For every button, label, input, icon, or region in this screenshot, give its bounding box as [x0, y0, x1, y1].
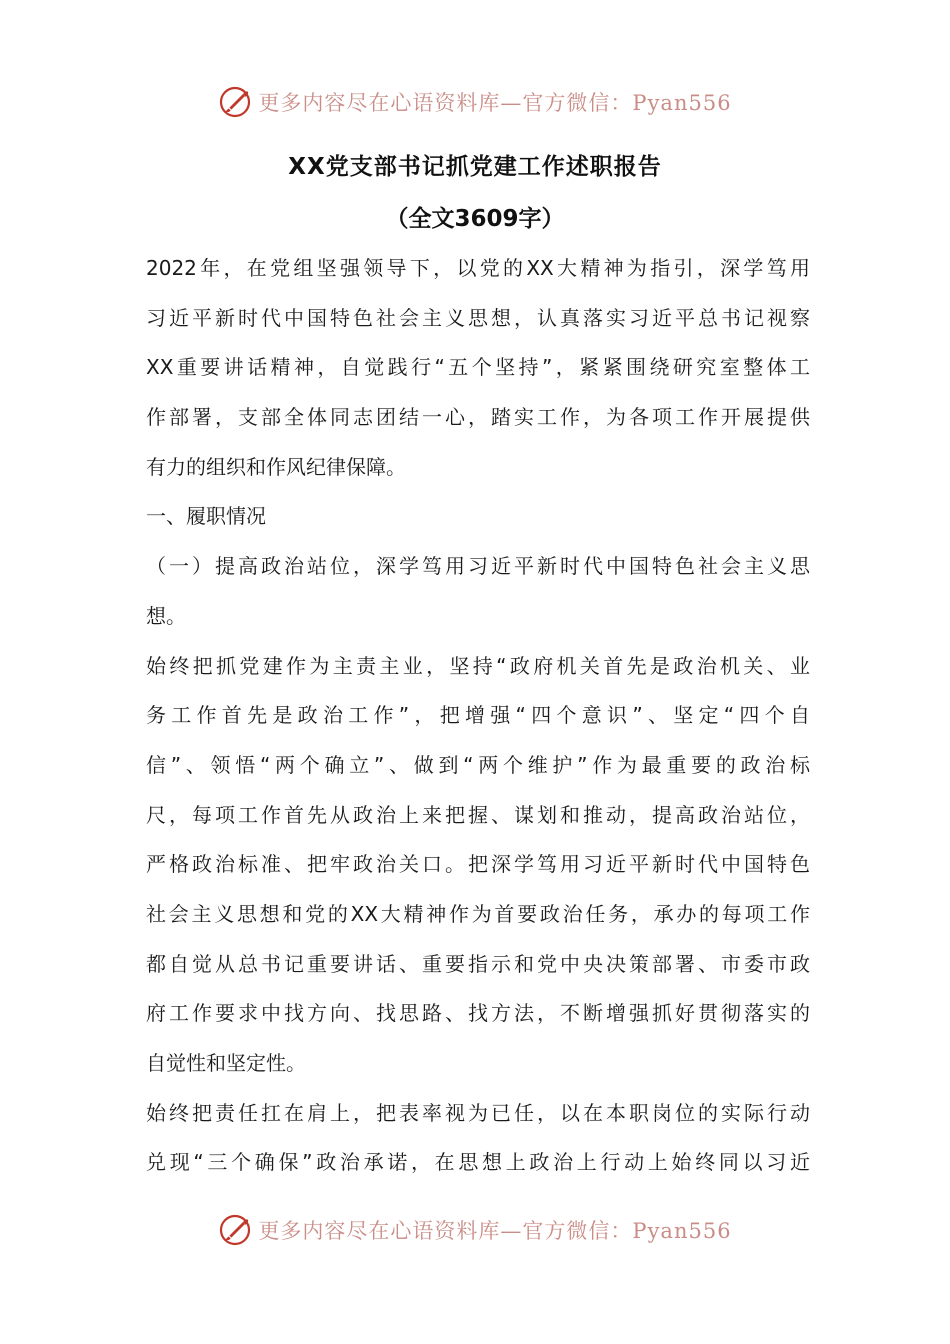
document-subtitle: （全文3609字）: [385, 206, 565, 232]
text-line: 2022年，在党组坚强领导下，以党的XX大精神为指引，深学笃用: [146, 256, 810, 280]
text-line: 严格政治标准、把牢政治关口。把深学笃用习近平新时代中国特色: [146, 852, 810, 877]
text-line: 都自觉从总书记重要讲话、重要指示和党中央决策部署、市委市政: [146, 951, 810, 976]
document-title: XX党支部书记抓党建工作述职报告: [288, 154, 662, 180]
text-line: 有力的组织和作风纪律保障。: [146, 454, 406, 479]
text-line: 始终把抓党建作为主责主业，坚持“政府机关首先是政治机关、业: [146, 653, 810, 678]
text-line: 习近平新时代中国特色社会主义思想，认真落实习近平总书记视察: [146, 305, 810, 330]
text-line: 府工作要求中找方向、找思路、找方法，不断增强抓好贯彻落实的: [146, 1001, 810, 1026]
text-line: 始终把责任扛在肩上，把表率视为已任，以在本职岗位的实际行动: [146, 1100, 810, 1125]
text-line: 兑现“三个确保”政治承诺，在思想上政治上行动上始终同以习近: [146, 1150, 810, 1175]
quill-pen-logo-icon: [218, 1213, 252, 1247]
watermark-text: 更多内容尽在心语资料库—官方微信：Pyan556: [258, 1219, 732, 1243]
watermark-banner-bottom: [0, 1210, 950, 1250]
document-body: [146, 244, 810, 1188]
watermark-text: 更多内容尽在心语资料库—官方微信：Pyan556: [258, 91, 732, 115]
text-line: 一、履职情况: [146, 504, 266, 529]
text-line: 务工作首先是政治工作”，把增强“四个意识”、坚定“四个自: [146, 703, 810, 728]
text-line: 自觉性和坚定性。: [146, 1051, 306, 1075]
watermark-banner-top: [0, 82, 950, 122]
text-line: 作部署，支部全体同志团结一心，踏实工作，为各项工作开展提供: [146, 405, 810, 430]
text-line: XX重要讲话精神，自觉践行“五个坚持”，紧紧围绕研究室整体工: [146, 355, 810, 380]
text-line: 尺，每项工作首先从政治上来把握、谋划和推动，提高政治站位，: [146, 802, 810, 827]
text-line: 想。: [146, 603, 186, 628]
text-line: 信”、领悟“两个确立”、做到“两个维护”作为最重要的政治标: [146, 752, 810, 777]
text-line: （一）提高政治站位，深学笃用习近平新时代中国特色社会主义思: [146, 554, 810, 579]
quill-pen-logo-icon: [218, 85, 252, 119]
text-line: 社会主义思想和党的XX大精神作为首要政治任务，承办的每项工作: [146, 901, 810, 926]
